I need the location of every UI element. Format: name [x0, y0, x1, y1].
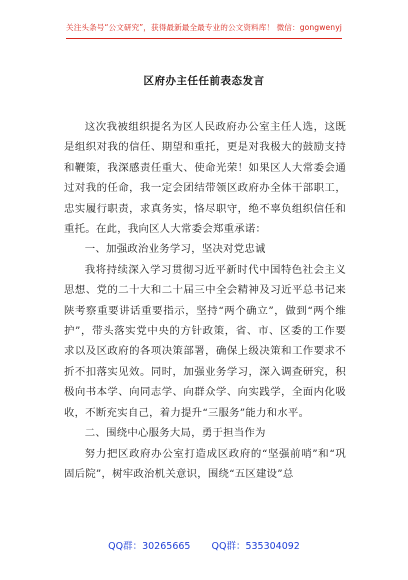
section-heading-1: 一、加强政治业务学习，坚决对党忠诚 [84, 243, 266, 256]
paragraph-section-2: 努力把区政府办公室打造成区政府的“坚强前哨”和“巩固后院”，树牢政治机关意识，围绕“五区建设”总 [64, 447, 346, 480]
header-banner: 关注头条号“公文研究”，获得最新最全最专业的公文资料库！ 微信：gongwenyj [66, 23, 342, 32]
section-heading-2: 二、围绕中心服务大局，勇于担当作为 [84, 427, 266, 440]
paragraph-section-1: 我将持续深入学习贯彻习近平新时代中国特色社会主义思想、党的二十大和二十届三中全会精神及习近平总书记来陕考察重要讲话重要指示，坚持“两个确立”，做到“两个维护”，带头落实党中央的方针政策，省、市、区委的工作要求以及区政府的各项决策部署，确保上级决策和工作要求不折不扣落实见效。同时，加强业务学习，深入调查研究，积极向书本学、向同志学、向群众学、向实践学，全面内化吸收，不断充实自己，着力提升“三服务”能力和水平。 [64, 263, 346, 419]
paragraph-intro: 这次我被组织提名为区人民政府办公室主任人选，这既是组织对我的信任、期望和重托，更是对我极大的鼓励支持和鞭策，我深感责任重大、使命光荣！如果区人大常委会通过对我的任命，我一定会团结带领区政府办全体干部职工，忠实履行职责，求真务实，恪尽职守，绝不辜负组织信任和重托。在此，我向区人大常委会郑重承诺： [64, 121, 346, 236]
footer-contact [0, 538, 408, 552]
footer-qq-group-2: QQ群：535304092 [211, 541, 300, 552]
document-body [64, 117, 346, 484]
footer-qq-group-1: QQ群：30265665 [108, 541, 191, 552]
document-title: 区府办主任任前表态发言 [143, 75, 265, 87]
header-divider [66, 38, 342, 39]
